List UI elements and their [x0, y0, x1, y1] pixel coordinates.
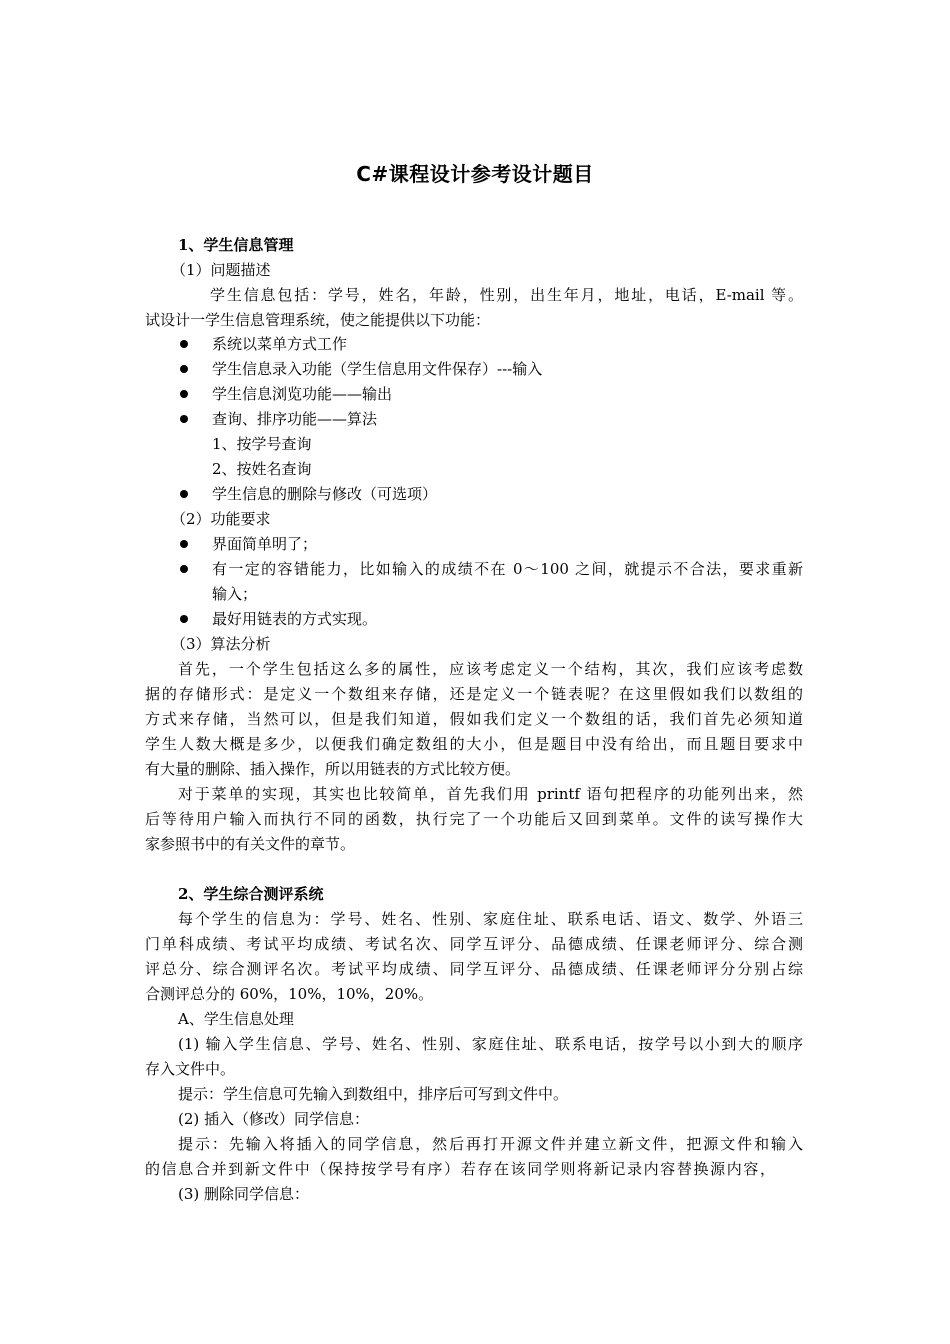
list-item: 学生信息浏览功能——输出: [212, 385, 393, 403]
paragraph-line: (3) 删除同学信息：: [178, 1185, 310, 1203]
bullet-icon: [180, 540, 188, 548]
sub-list-item: 2、按姓名查询: [212, 460, 312, 478]
list-item: 查询、排序功能——算法: [212, 410, 378, 428]
paragraph-line: 对于菜单的实现，其实也比较简单，首先我们用 printf 语句把程序的功能列出来，然: [178, 785, 803, 803]
paragraph-line: 的信息合并到新文件中（保持按学号有序）若存在该同学则将新记录内容替换源内容，: [145, 1160, 775, 1178]
paragraph-line: 家参照书中的有关文件的章节。: [145, 835, 356, 853]
list-item: 学生信息录入功能（学生信息用文件保存）---输入: [212, 360, 543, 378]
paragraph-line: 提示：先输入将插入的同学信息，然后再打开源文件并建立新文件，把源文件和输入: [178, 1135, 803, 1153]
list-item: 最好用链表的方式实现。: [212, 610, 378, 628]
list-item: 学生信息的删除与修改（可选项）: [212, 485, 438, 503]
bullet-icon: [180, 490, 188, 498]
paragraph-line: 试设计一学生信息管理系统，使之能提供以下功能：: [145, 311, 491, 329]
paragraph-line: 门单科成绩、考试平均成绩、考试名次、同学互评分、品德成绩、任课老师评分、综合测: [145, 935, 803, 953]
paragraph-line: 存入文件中。: [145, 1060, 236, 1078]
document-title: C#课程设计参考设计题目: [356, 162, 594, 186]
bullet-icon: [180, 390, 188, 398]
section-1-heading: 1、学生信息管理: [178, 236, 294, 254]
list-item: 界面简单明了；: [212, 535, 318, 553]
subheading-analysis: （3）算法分析: [171, 635, 271, 653]
list-item: 系统以菜单方式工作: [212, 335, 348, 353]
bullet-icon: [180, 565, 188, 573]
paragraph-line: 提示：学生信息可先输入到数组中，排序后可写到文件中。: [178, 1085, 569, 1103]
list-item-continuation: 输入；: [212, 585, 258, 603]
paragraph-line: 方式来存储，当然可以，但是我们知道，假如我们定义一个数组的话，我们首先必须知道: [145, 710, 803, 728]
paragraph-line: 每个学生的信息为：学号、姓名、性别、家庭住址、联系电话、语文、数学、外语三: [178, 910, 803, 928]
paragraph-line: 学生人数大概是多少，以便我们确定数组的大小，但是题目中没有给出，而且题目要求中: [145, 735, 803, 753]
subheading-requirements: （2）功能要求: [171, 510, 271, 528]
paragraph-line: 学生信息包括：学号，姓名，年龄，性别，出生年月，地址，电话，E-mail 等。: [210, 286, 803, 304]
subheading-problem: （1）问题描述: [171, 261, 271, 279]
subheading-a: A、学生信息处理: [178, 1010, 294, 1028]
paragraph-line: 后等待用户输入而执行不同的函数，执行完了一个功能后又回到菜单。文件的读写操作大: [145, 810, 803, 828]
bullet-icon: [180, 415, 188, 423]
list-item: 有一定的容错能力，比如输入的成绩不在 0～100 之间，就提示不合法，要求重新: [212, 560, 803, 578]
sub-list-item: 1、按学号查询: [212, 435, 312, 453]
paragraph-line: 据的存储形式：是定义一个数组来存储，还是定义一个链表呢？在这里假如我们以数组的: [145, 685, 803, 703]
paragraph-line: 评总分、综合测评名次。考试平均成绩、同学互评分、品德成绩、任课老师评分分别占综: [145, 960, 803, 978]
paragraph-line: 有大量的删除、插入操作，所以用链表的方式比较方便。: [145, 760, 521, 778]
bullet-icon: [180, 340, 188, 348]
bullet-icon: [180, 365, 188, 373]
paragraph-line: (2) 插入（修改）同学信息：: [178, 1110, 370, 1128]
paragraph-line: (1) 输入学生信息、学号、姓名、性别、家庭住址、联系电话，按学号以小到大的顺序: [178, 1035, 803, 1053]
paragraph-line: 合测评总分的 60%，10%，10%，20%。: [145, 985, 434, 1003]
paragraph-line: 首先，一个学生包括这么多的属性，应该考虑定义一个结构，其次，我们应该考虑数: [178, 660, 803, 678]
bullet-icon: [180, 615, 188, 623]
section-2-heading: 2、学生综合测评系统: [178, 885, 324, 903]
